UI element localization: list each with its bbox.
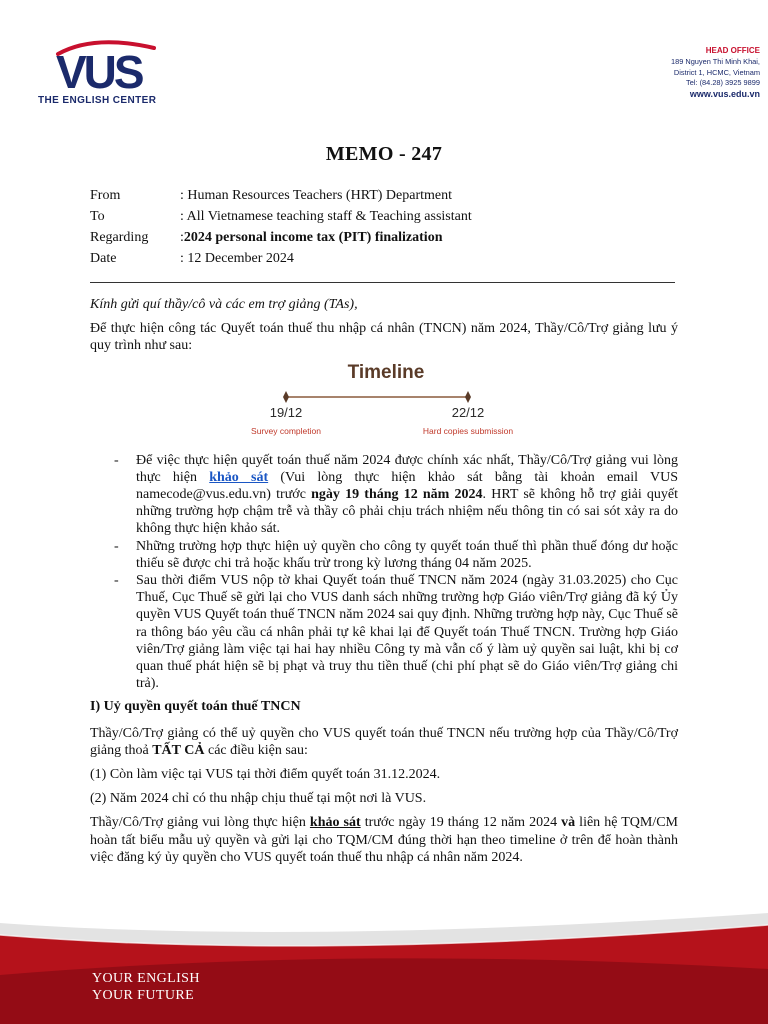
- logo-wordmark: VUS: [56, 46, 142, 92]
- timeline-marker-icon: [283, 391, 289, 403]
- meta-value-prefix: :: [180, 230, 184, 245]
- footer-wave: [0, 905, 768, 1024]
- final-paragraph: [90, 814, 678, 866]
- final-emphasis: và: [561, 815, 576, 831]
- meta-row-to: [90, 206, 472, 227]
- timeline-graphic: [246, 362, 526, 442]
- footer-slogan-line-1: YOUR ENGLISH: [92, 971, 200, 986]
- list-item: [90, 452, 678, 538]
- meta-label: Date: [90, 251, 117, 266]
- conditions-paragraph: [90, 725, 678, 759]
- header-divider: [90, 282, 675, 283]
- notes-list: [90, 452, 678, 693]
- bullet-dash: -: [114, 573, 119, 589]
- final-text: liên hệ TQM/CM hoàn tất biểu mẫu uỷ quyền và gửi lại cho TQM/CM đúng thời hạn theo timeline ở trên để hoàn thành việc đăng ký ủy quyền cho VUS quyết toán thuế thu nhập cá nhân năm 2024.: [90, 815, 678, 865]
- timeline-caption-1: Survey completion: [251, 425, 321, 436]
- meta-label: To: [90, 209, 105, 224]
- section-heading: I) Uỷ quyền quyết toán thuế TNCN: [90, 699, 301, 715]
- final-text: Thầy/Cô/Trợ giảng vui lòng thực hiện: [90, 815, 310, 831]
- meta-value: : Human Resources Teachers (HRT) Department: [180, 188, 452, 203]
- conditions-emphasis: TẤT CẢ: [152, 742, 205, 758]
- head-office-title: HEAD OFFICE: [705, 46, 760, 55]
- timeline-date-1: 19/12: [269, 404, 303, 420]
- list-item: [90, 538, 678, 572]
- timeline-date-2: 22/12: [451, 404, 485, 420]
- bullet-text: Sau thời điểm VUS nộp tờ khai Quyết toán thuế TNCN năm 2024 (ngày 31.03.2025) cho Cục Thuế, Cục Thuế sẽ gửi lại cho VUS danh sách những trường hợp Giáo viên/Trợ giảng đã ký Ủy quyền VUS Quyết toán thuế TNCN năm 2024 sai quy định. Những trường hợp này, Cục Thuế sẽ ra thông báo yêu cầu cá nhân phải tự kê khai lại để Quyết toán Thuế TNCN. Trường hợp Giáo viên/Trợ giảng làm việc tại hai hay nhiều Công ty mà vẫn cố ý làm uỷ quyền sai luật, khi bị cơ quan thuế phát hiện sẽ bị phạt và truy thu tiền thuế (chi phí phạt sẽ do Giáo viên/Trợ giảng chi trả).: [136, 573, 678, 692]
- timeline-track: [246, 391, 526, 403]
- head-office-block: [671, 46, 760, 100]
- meta-value: : 12 December 2024: [180, 251, 294, 266]
- bullet-text: Những trường hợp thực hiện uỷ quyền cho công ty quyết toán thuế thì phần thuế đóng dư hoặc thiếu sẽ được chi trả hoặc khấu trừ trong kỳ lương tháng 04 năm 2025.: [136, 538, 678, 571]
- meta-label: From: [90, 188, 121, 203]
- conditions-text: các điều kiện sau:: [204, 742, 308, 758]
- survey-link-2[interactable]: khảo sát: [309, 815, 361, 831]
- timeline-marker-icon: [465, 391, 471, 403]
- footer-slogan-line-2: YOUR FUTURE: [92, 988, 195, 1003]
- list-item: [90, 572, 678, 692]
- greeting: [90, 296, 678, 313]
- timeline-title: Timeline: [347, 361, 425, 383]
- bullet-text: (Vui lòng thực hiện khảo sát bằng tài khoản email VUS namecode@vus.edu.vn) trước: [136, 469, 679, 503]
- head-office-address-2: District 1, HCMC, Vietnam: [673, 67, 760, 77]
- final-text: trước ngày 19 tháng 12 năm 2024: [360, 815, 562, 831]
- bullet-text: Để việc thực hiện quyết toán thuế năm 2024 được chính xác nhất, Thầy/Cô/Trợ giảng vui lòng thực hiện: [136, 452, 678, 485]
- footer-slogan: [92, 970, 200, 1004]
- memo-body: [90, 296, 678, 873]
- greeting-text: Kính gửi quí thầy/cô và các em trợ giảng (TAs),: [90, 297, 358, 312]
- meta-row-regarding: [90, 227, 472, 248]
- condition-item-1: (1) Còn làm việc tại VUS tại thời điểm quyết toán 31.12.2024.: [90, 767, 441, 783]
- memo-title: MEMO - 247: [325, 143, 443, 165]
- condition-item-2: (2) Năm 2024 chỉ có thu nhập chịu thuế tại một nơi là VUS.: [90, 791, 427, 807]
- conditions-text: Thầy/Cô/Trợ giảng có thể uỷ quyền cho VUS quyết toán thuế TNCN nếu trường hợp của Thầy/Cô/Trợ giảng thoả: [90, 725, 678, 758]
- logo-subtitle: THE ENGLISH CENTER: [38, 95, 157, 106]
- head-office-address-1: 189 Nguyen Thi Minh Khai,: [670, 56, 760, 66]
- meta-value: : All Vietnamese teaching staff & Teaching assistant: [180, 209, 472, 224]
- head-office-tel: Tel: (84.28) 3925 9899: [686, 78, 760, 88]
- bullet-text: . HRT sẽ không hỗ trợ giải quyết những trường hợp chậm trễ và thầy cô phải chịu trách nhiệm nếu thông tin có sai sót xảy ra do không thực hiện khảo sát.: [136, 487, 679, 537]
- vus-logo: [38, 40, 178, 110]
- meta-row-from: [90, 185, 472, 206]
- bullet-dash: -: [114, 452, 119, 468]
- timeline-caption-2: Hard copies submission: [422, 425, 514, 436]
- deadline-text: ngày 19 tháng 12 năm 2024: [311, 487, 483, 503]
- head-office-website: www.vus.edu.vn: [689, 89, 760, 100]
- intro-paragraph: Để thực hiện công tác Quyết toán thuế thu nhập cá nhân (TNCN) năm 2024, Thầy/Cô/Trợ giảng lưu ý quy trình như sau:: [90, 321, 678, 354]
- vus-logo-mark: [54, 40, 172, 92]
- bullet-dash: -: [114, 538, 119, 554]
- meta-value: 2024 personal income tax (PIT) finalization: [183, 230, 443, 245]
- meta-label: Regarding: [90, 230, 149, 245]
- memo-meta: [90, 185, 472, 269]
- meta-row-date: [90, 248, 472, 269]
- survey-link[interactable]: khảo sát: [209, 469, 269, 485]
